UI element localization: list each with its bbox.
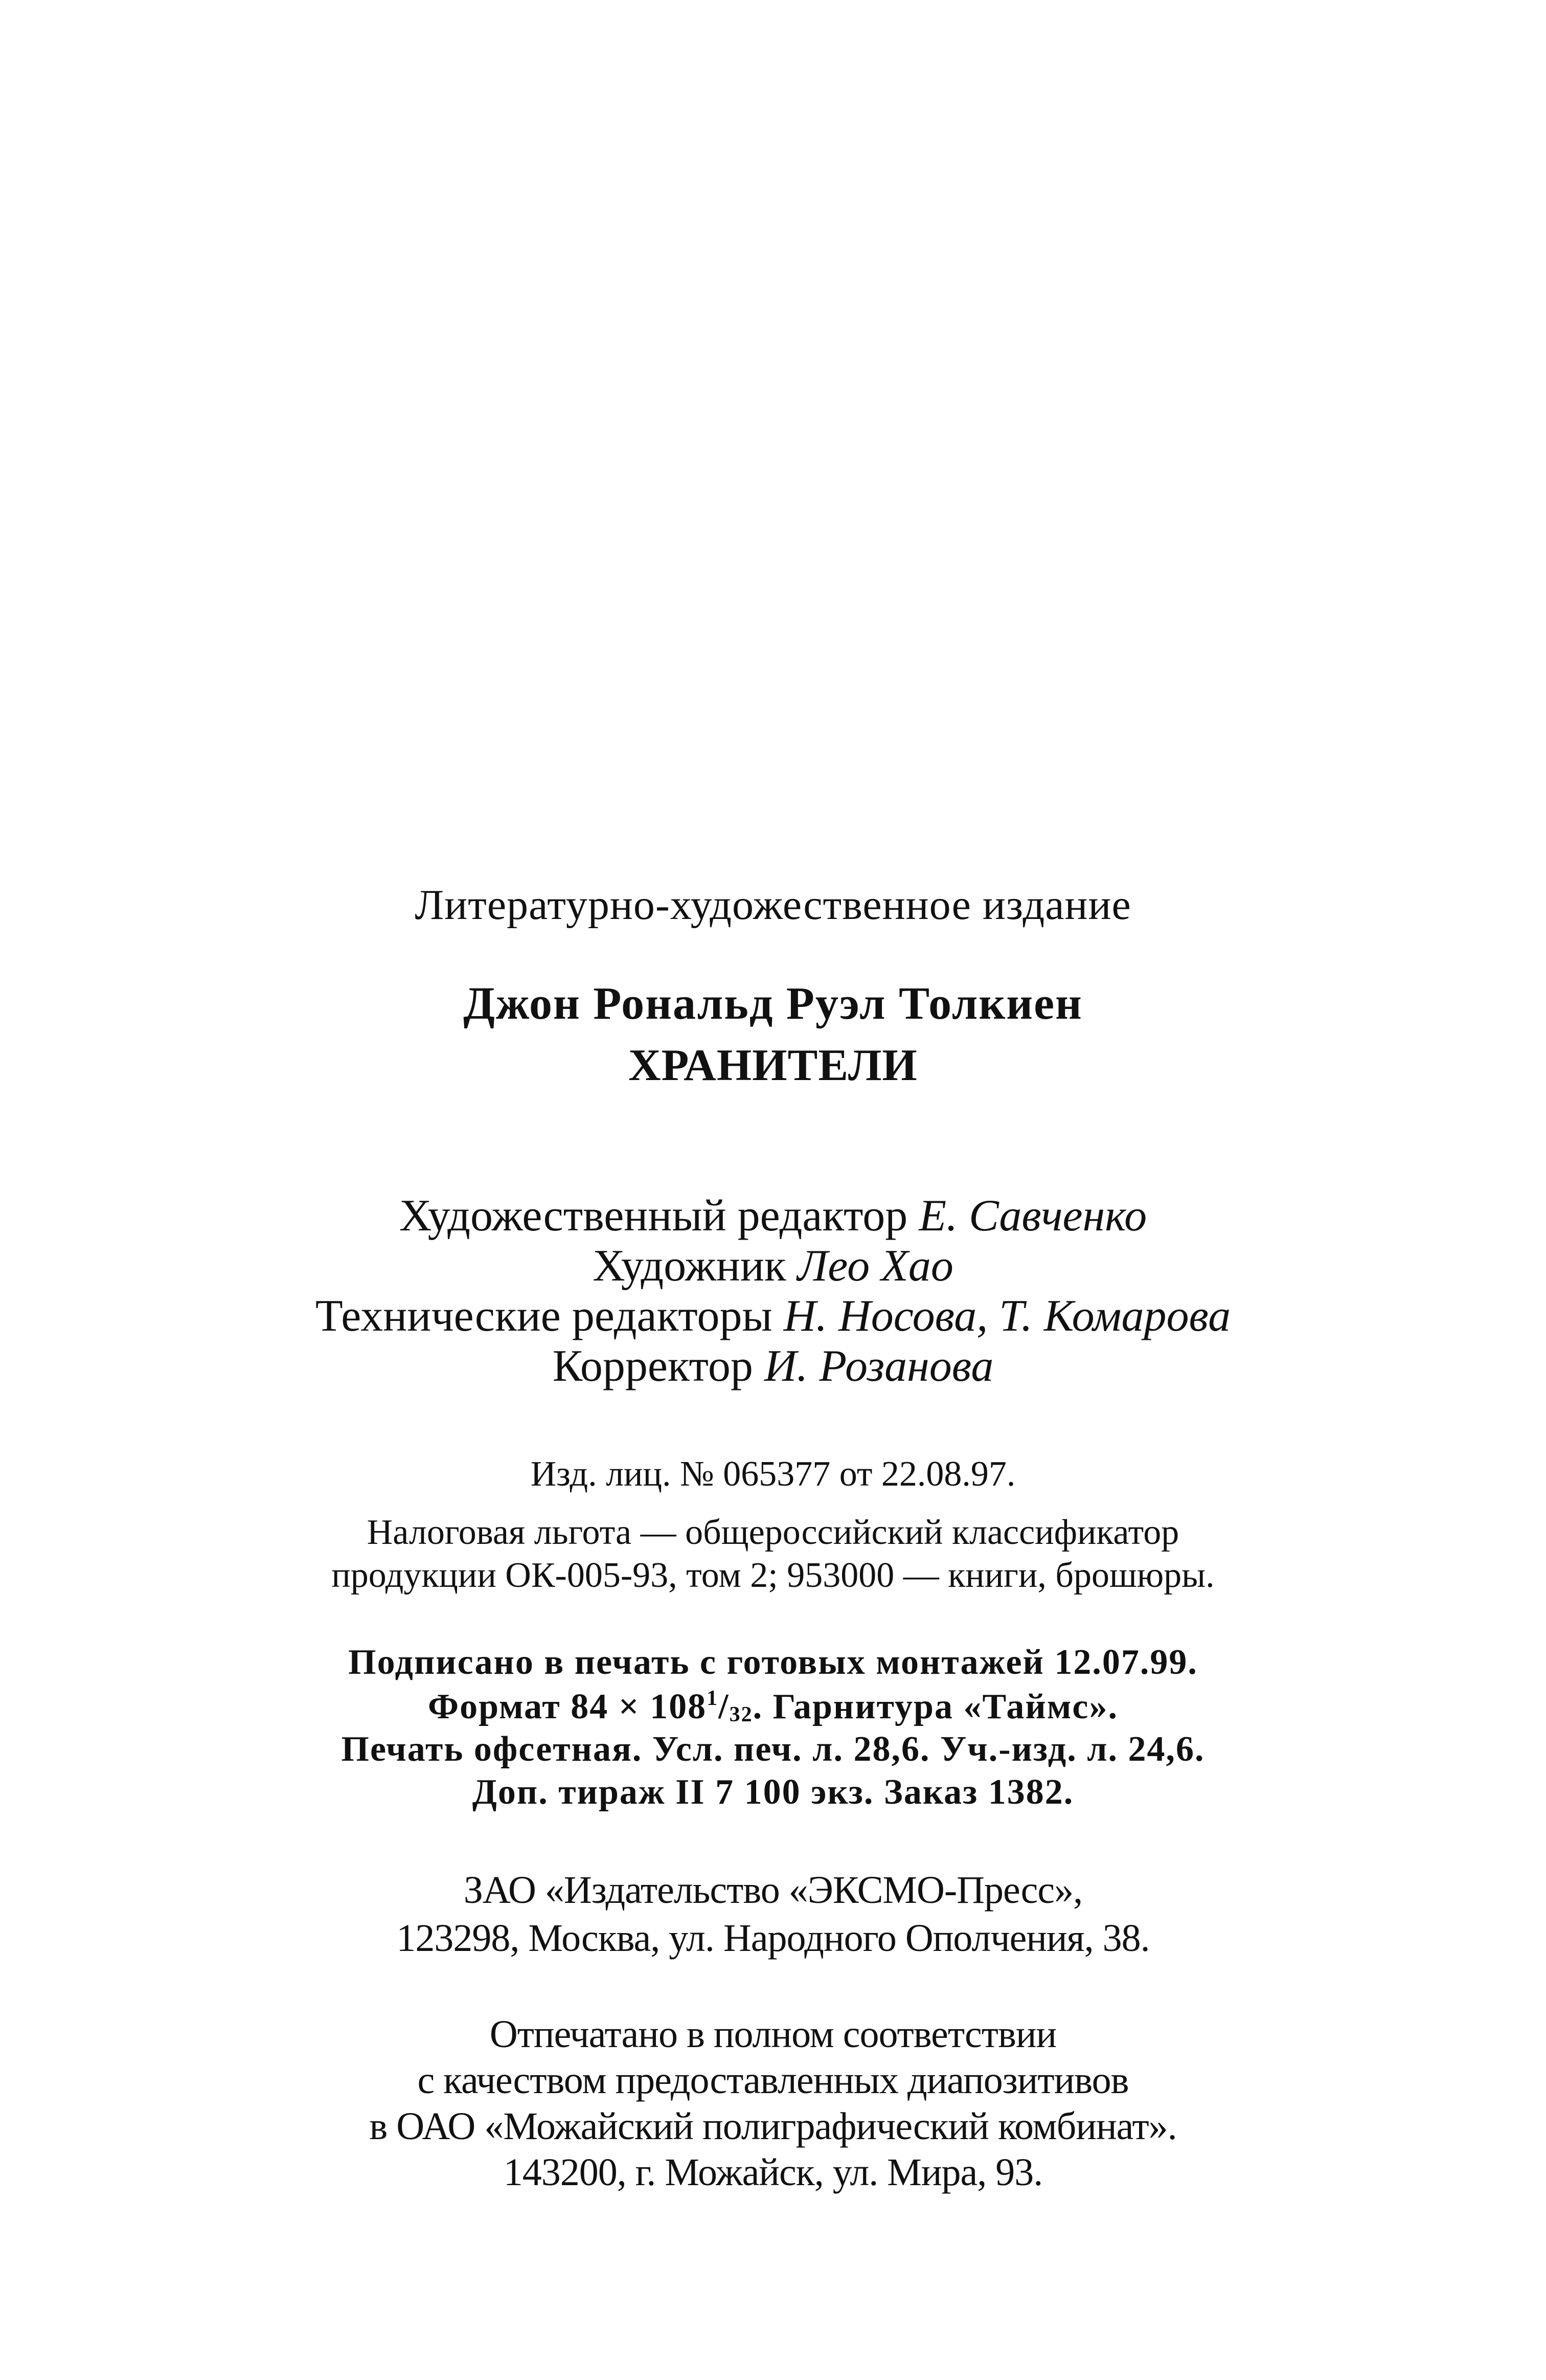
credit-art-editor <box>0 1191 1546 1241</box>
publisher-name: ЗАО «Издательство «ЭКСМО-Пресс», <box>463 1869 1083 1912</box>
credit-artist <box>0 1241 1546 1291</box>
format-slash: / <box>718 1687 730 1726</box>
publisher-address: 123298, Москва, ул. Народного Ополчения, 38. <box>396 1917 1150 1960</box>
format-prefix: Формат 84 × 108 <box>427 1687 707 1726</box>
format-denominator: 32 <box>729 1703 753 1726</box>
credit-name: Лео Хао <box>797 1241 953 1291</box>
credit-role: Художественный редактор <box>399 1191 919 1241</box>
credit-technical-editors <box>0 1291 1546 1341</box>
printer-address: 143200, г. Можайск, ул. Мира, 93. <box>503 2151 1043 2194</box>
author-name: Джон Рональд Руэл Толкиен <box>463 978 1083 1029</box>
credit-name: Н. Носова, Т. Комарова <box>783 1291 1231 1341</box>
printer-line-3: в ОАО «Можайский полиграфический комбинат». <box>369 2105 1177 2148</box>
print-run-line: Доп. тираж II 7 100 экз. Заказ 1382. <box>472 1772 1074 1812</box>
print-format-line <box>0 1688 1546 1725</box>
printer-line-1: Отпечатано в полном соответствии <box>489 2013 1057 2056</box>
credit-name: И. Розанова <box>764 1341 994 1391</box>
printer-line-2: с качеством предоставленных диапозитивов <box>417 2059 1129 2102</box>
credit-name: Е. Савченко <box>919 1191 1147 1241</box>
print-signed-line: Подписано в печать с готовых монтажей 12.07.99. <box>348 1643 1198 1682</box>
book-title: ХРАНИТЕЛИ <box>628 1041 918 1090</box>
credit-role: Корректор <box>552 1341 764 1391</box>
credit-proofreader <box>0 1341 1546 1391</box>
credit-role: Художник <box>593 1241 798 1291</box>
tax-benefit-line-2: продукции ОК-005-93, том 2; 953000 — книги, брошюры. <box>331 1556 1215 1595</box>
print-offset-line: Печать офсетная. Усл. печ. л. 28,6. Уч.-изд. л. 24,6. <box>341 1730 1205 1769</box>
credit-role: Технические редакторы <box>315 1291 784 1341</box>
genre-line: Литературно-художественное издание <box>415 881 1131 929</box>
format-suffix: . Гарнитура «Таймс». <box>753 1687 1118 1726</box>
license-line: Изд. лиц. № 065377 от 22.08.97. <box>530 1454 1016 1494</box>
format-numerator: 1 <box>707 1687 719 1710</box>
tax-benefit-line-1: Налоговая льгота — общероссийский классификатор <box>367 1513 1179 1552</box>
